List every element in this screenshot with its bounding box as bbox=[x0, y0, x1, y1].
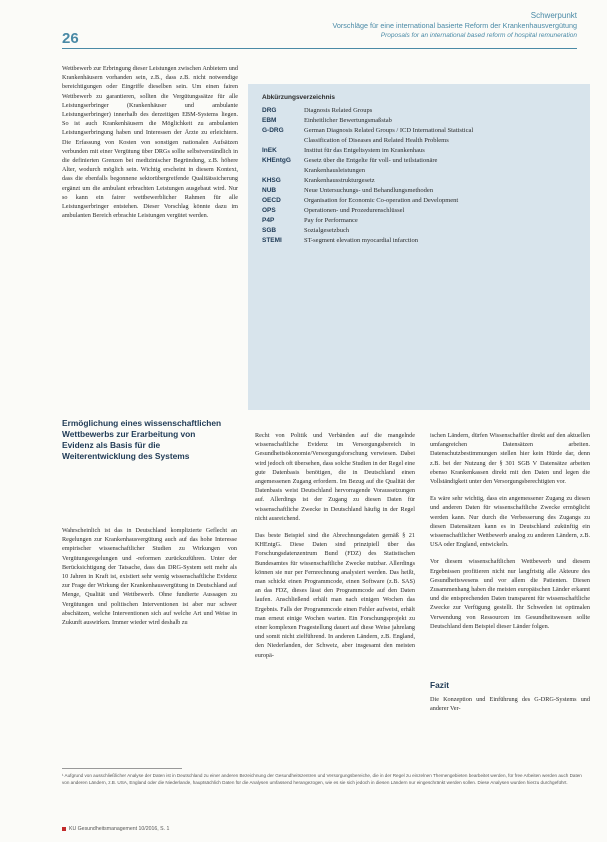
section-heading: Ermöglichung eines wissenschaftlichen Wettbewerbs zur Erarbeitung von Evidenz als Basis für die Weiterentwicklung des Systems bbox=[62, 418, 222, 461]
abbreviation-value: Neue Untersuchungs- und Behandlungsmethoden bbox=[304, 187, 434, 194]
abbreviation-key: OPS bbox=[262, 207, 276, 214]
abbreviations-box bbox=[248, 84, 590, 410]
abbreviation-row bbox=[262, 206, 582, 216]
page-number: 26 bbox=[62, 30, 79, 47]
abbreviation-row bbox=[262, 156, 582, 166]
fazit-heading: Fazit bbox=[430, 680, 450, 690]
abbreviation-key: G-DRG bbox=[262, 127, 284, 134]
abbreviation-key: P4P bbox=[262, 217, 275, 224]
abbreviation-key: InEK bbox=[262, 147, 277, 154]
paragraph: Wahrscheinlich ist das in Deutschland komplizierte Geflecht an Regelungen zur Krankenhausvergütung auch auf das hohe Interesse empirischer wissenschaftlicher Studien zu Wirkungen von Vergütungsregelungen und -reformen zurückzuführen. Unter der Berücksichtigung der Tatsache, dass das DRG-System seit mehr als 10 Jahren in Kraft ist, existiert sehr wenig wissenschaftliche Evidenz zur Frage der Wirkung der Krankenhausvergütung in Deutschland auf Menge, Qualität und Wettbewerb. Ohne fundierte Aussagen zu Vergütungen und politischen Interventionen ist aber nur schwer abschätzen, welche Interventionen sich auf welche Art und Weise in Zukunft auswirken. Immer wieder wird deshalb zu bbox=[62, 527, 237, 627]
abbreviations-list bbox=[262, 106, 582, 246]
fazit-paragraph: Die Konzeption und Einführung des G-DRG-Systems und anderer Ver- bbox=[430, 696, 590, 713]
abbreviation-value: German Diagnosis Related Groups / ICD International Statistical bbox=[304, 127, 474, 134]
header-divider bbox=[62, 48, 577, 49]
paragraph: ischen Ländern, dürfen Wissenschaftler direkt auf den aktuellen umfangreichen Datensätzen arbeiten. Datenschutzbestimmungen stellen hier kein Hürde dar, denn z.B. bei der Nutzung der § 301 SGB V Datensätze arbeiten ebenso Krankenkassen direkt mit den Daten und legen die Vollständigkeit unter den Versorgungsberechtigten vor. bbox=[430, 432, 590, 486]
abbreviation-value: Institut für das Entgeltsystem im Krankenhaus bbox=[304, 147, 425, 154]
footnote: ¹ Aufgrund von ausschließlicher Analyse der Daten ist in Deutschland zu einer anderen Bezeichnung der Gesundheitszentren und Versorgungsbereiche, die in der Regel zu einzelnen Themengebieten bearbeitet werden, für free Arbeiten werden auch Daten von anderen Ländern, z.B. USA, England oder die Niederlande, hauptsächlich Daten für die Analysen umfassend herangezogen, wie es sie sich jedoch in diesen Ländern nur eingeschränkt werden sollen. Diese Analysen wurden hierzu durchgeführt. bbox=[62, 773, 582, 785]
abbreviation-key: NUB bbox=[262, 187, 277, 194]
paragraph: Vor diesem wissenschaftlichen Wettbewerb und diesem Ergebnissen profitieren nicht nur langfristig alle Akteure des Gesundheitswesens und vor allem die Patienten. Diesen Zusammenhang haben die meisten europäischen Länder erkannt und die entsprechenden Daten transparent für wissenschaftliche Zwecke zur Verfügung gestellt. Ihr Schweden ist optimalen Verwendung von Ressourcen im Gesundheitswesen sollte Deutschland dem Beispiel dieser Länder folgen. bbox=[430, 558, 590, 630]
abbreviation-value: Krankenhausstrukturgesetz bbox=[304, 177, 375, 184]
abbreviation-value: Organisation for Economic Co-operation and Development bbox=[304, 197, 459, 204]
abbreviation-key: SGB bbox=[262, 227, 277, 234]
abbreviation-key: KHSG bbox=[262, 177, 281, 184]
paragraph: Recht von Politik und Verbänden auf die mangelnde wissenschaftliche Evidenz im Versorgungsbereich in Gesundheitsökonomie/Versorgungsforschung verwiesen. Dabei wird jedoch oft übersehen, dass solche Studien in der Regel eine gute Datenbasis benötigen, die in Deutschland einen angemessenen Zugang erfordern. Im Bezug auf die Qualität der Datenbasis weist Deutschland hervorragende Voraussetzungen auf. Allerdings ist der Zugang zu diesen Daten für wissenschaftliche Zwecke in Deutschland häufig in der Regel nicht ausreichend. bbox=[255, 432, 415, 522]
abbreviation-row bbox=[262, 236, 582, 246]
footnote-divider bbox=[62, 768, 182, 769]
column-right bbox=[430, 431, 590, 639]
abbreviation-row bbox=[262, 146, 582, 156]
abbreviation-key bbox=[262, 136, 304, 146]
abbreviation-key: EBM bbox=[262, 117, 277, 124]
abbreviation-row bbox=[262, 126, 582, 136]
journal-citation: KU Gesundheitsmanagement 10/2016, S. 1 bbox=[69, 826, 170, 832]
abbreviation-row bbox=[262, 116, 582, 126]
page-footer bbox=[62, 826, 169, 832]
column-middle bbox=[255, 431, 415, 668]
abbreviation-value: Gesetz über die Entgelte für voll- und teilstationäre bbox=[304, 157, 438, 164]
abbreviation-key bbox=[262, 166, 304, 176]
abbreviation-row bbox=[262, 186, 582, 196]
article-title: Vorschläge für eine international basierte Reform der Krankenhausvergütung bbox=[332, 21, 577, 30]
abbreviation-key: STEMI bbox=[262, 237, 282, 244]
section-label: Schwerpunkt bbox=[530, 11, 577, 20]
column-left-bottom bbox=[62, 526, 237, 635]
paragraph: Das beste Beispiel sind die Abrechnungsdaten gemäß § 21 KHEntgG. Diese Daten sind prinzipiell über das Forschungsdatenzentrum Bund (FDZ) des Statistischen Bundesamtes für wissenschaftliche Zwecke nutzbar. Allerdings können sie nur per Fernrechnung analysiert werden. Das heißt, man schickt einen Programmcode, einen Software (z.B. SAS) an das FDZ, dieses lässt den Programmcode auf den Daten laufen. Anschließend erhält man nach einigen Wochen das Ergebnis. Falls der Programmcode einen Fehler aufweist, erhält man erneut einige Wochen warten. Ein Forschungsprojekt zu einer komplexen Fragestellung dauert auf diese Weise jahrelang und somit nicht zielführend. In anderen Ländern, z.B. England, den Niederlanden, der Schweiz, aber insgesamt den meisten europä- bbox=[255, 532, 415, 659]
column-left-top bbox=[62, 64, 238, 228]
abbreviation-key: OECD bbox=[262, 197, 281, 204]
abbreviation-value: Einheitlicher Bewertungsmaßstab bbox=[304, 117, 392, 124]
abbreviation-value: ST-segment elevation myocardial infarction bbox=[304, 237, 419, 244]
abbreviations-title: Abkürzungsverzeichnis bbox=[262, 94, 335, 101]
paragraph: Wettbewerb zur Erbringung dieser Leistungen zwischen Anbietern und Krankenhäusern vorhanden sein, z.B., dass z.B. nicht notwendige bereichtigungen oder Eingriffe dieselben sein. Um einen fairen Wettbewerb zu garantieren, sollten die Vergütungssätze für alle Leistungserbringer (Krankenhäuser und ambulante Leistungserbringer) innerhalb des derzeitigen EBM-Systems liegen. So ist auch Krankenhäusern die Möglichkeit zu ambulanten Leistungserbringung haben und Interessen der Ärzte zu erleichtern. Die Erfassung von Kosten von sonstigen nationalen Aufsätzen verbunden mit einer Vergütung über DRGs sollte selbstverständlich in die definierten Grenzen bei medizinischer Begründung, z.B. höhere Alter, wodurch möglich sein. Wichtig erscheint in diesem Kontext, dass die ebenfalls begonnene sektorübergreifende Qualitätssicherung ergänzt um die ambulant erbrachten Leistungen ausgebaut wird. Nur so kann ein fairer wettbewerblicher Rahmen für alle Leistungserbringer entstehen. Dieser Vorschlag könnte dazu im ambulanten Bereich erbrachte Leistungen vergütet werden. bbox=[62, 65, 238, 220]
abbreviation-value: Diagnosis Related Groups bbox=[304, 107, 373, 114]
paragraph: Es wäre sehr wichtig, dass ein angemessener Zugang zu diesen und anderen Daten für wissenschaftliche Zwecke ermöglicht werden kann. Nur durch die Verbesserung des Zugangs zu diesen Datensätzen kann es in Deutschland zukünftig ein wissenschaftlicher Wettbewerb analog zu anderen Ländern, z.B. USA oder England, entwickeln. bbox=[430, 495, 590, 549]
abbreviation-row bbox=[262, 136, 582, 146]
abbreviation-value: Sozialgesetzbuch bbox=[304, 227, 350, 234]
abbreviation-value: Pay for Performance bbox=[304, 217, 358, 224]
abbreviation-value: Krankenhausleistungen bbox=[304, 167, 366, 174]
abbreviation-row bbox=[262, 216, 582, 226]
footer-marker-icon bbox=[62, 827, 66, 831]
abbreviation-key: KHEntgG bbox=[262, 157, 291, 164]
abbreviation-row bbox=[262, 166, 582, 176]
abbreviation-value: Classification of Diseases and Related Health Problems bbox=[304, 137, 449, 144]
abbreviation-row bbox=[262, 196, 582, 206]
page-header bbox=[0, 0, 607, 52]
abbreviation-value: Operationen- und Prozedurenschlüssel bbox=[304, 207, 405, 214]
abbreviation-row bbox=[262, 106, 582, 116]
running-header bbox=[332, 11, 577, 41]
abbreviation-row bbox=[262, 226, 582, 236]
abbreviation-key: DRG bbox=[262, 107, 277, 114]
abbreviation-row bbox=[262, 176, 582, 186]
article-subtitle: Proposals for an international based reform of hospital remuneration bbox=[380, 32, 577, 39]
